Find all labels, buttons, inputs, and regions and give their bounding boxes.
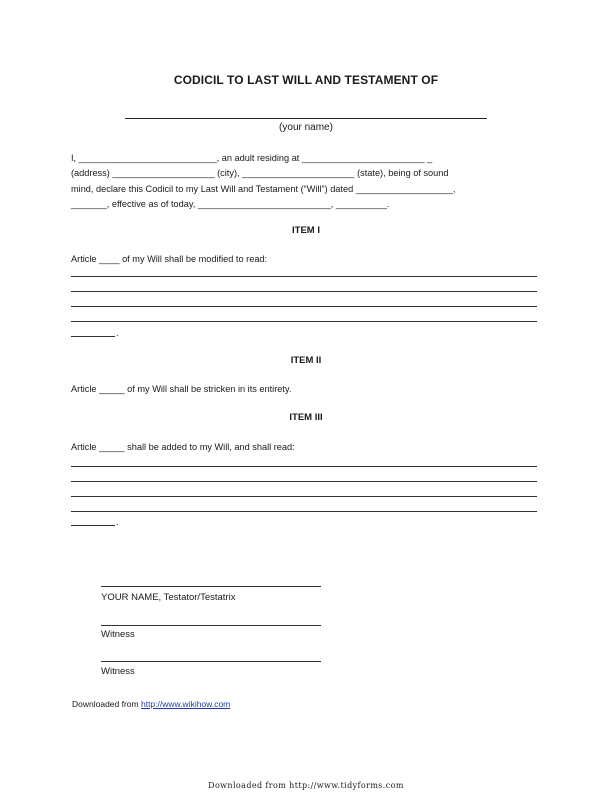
intro-line-3[interactable]: mind, declare this Codicil to my Last Will and Testament (“Will”) dated ___________________, xyxy=(71,183,456,194)
item-1-blank-line-2[interactable] xyxy=(71,291,537,292)
intro-paragraph xyxy=(71,151,541,212)
item-3-text[interactable]: Article _____ shall be added to my Will, and shall read: xyxy=(71,442,295,452)
testator-label: YOUR NAME, Testator/Testatrix xyxy=(101,592,236,603)
item-1-text[interactable]: Article ____ of my Will shall be modified to read: xyxy=(71,254,268,264)
item-3-heading: ITEM III xyxy=(289,412,323,423)
witness-2-signature-line[interactable] xyxy=(101,661,321,662)
item-3-blank-line-1[interactable] xyxy=(71,466,537,467)
item-2-text[interactable]: Article _____ of my Will shall be stricken in its entirety. xyxy=(71,384,292,394)
document-title: CODICIL TO LAST WILL AND TESTAMENT OF xyxy=(173,73,439,87)
item-3-blank-line-5[interactable] xyxy=(71,525,115,526)
item-3-blank-line-4[interactable] xyxy=(71,511,537,512)
wikihow-link[interactable]: http://www.wikihow.com xyxy=(140,699,231,709)
tidyforms-link[interactable]: http://www.tidyforms.com xyxy=(289,781,404,790)
item-1-blank-line-5[interactable] xyxy=(71,336,115,337)
witness-2-label: Witness xyxy=(101,666,135,677)
intro-line-1[interactable]: I, ___________________________, an adult residing at ________________________ _ xyxy=(71,153,433,163)
item-2-heading: ITEM II xyxy=(290,355,322,366)
item-1-heading: ITEM I xyxy=(292,225,320,236)
your-name-caption: (your name) xyxy=(279,122,333,133)
item-1-blank-line-1[interactable] xyxy=(71,276,537,277)
witness-1-signature-line[interactable] xyxy=(101,625,321,626)
item-1-blank-line-4[interactable] xyxy=(71,321,537,322)
footer-prefix: Downloaded from xyxy=(208,781,290,790)
item-1-end-period: . xyxy=(116,328,119,338)
download-note xyxy=(72,699,230,709)
intro-line-2[interactable]: (address) ____________________ (city), ______________________ (state), being of sound xyxy=(71,168,449,179)
page-footer xyxy=(0,781,612,790)
download-note-prefix: Downloaded from xyxy=(72,699,141,709)
witness-1-label: Witness xyxy=(101,629,135,640)
item-1-blank-line-3[interactable] xyxy=(71,306,537,307)
your-name-line[interactable] xyxy=(125,117,487,119)
item-3-blank-line-3[interactable] xyxy=(71,496,537,497)
item-3-end-period: . xyxy=(116,517,119,527)
item-3-blank-line-2[interactable] xyxy=(71,481,537,482)
testator-signature-line[interactable] xyxy=(101,586,321,587)
intro-line-4[interactable]: _______, effective as of today, __________________________, __________. xyxy=(71,198,390,209)
